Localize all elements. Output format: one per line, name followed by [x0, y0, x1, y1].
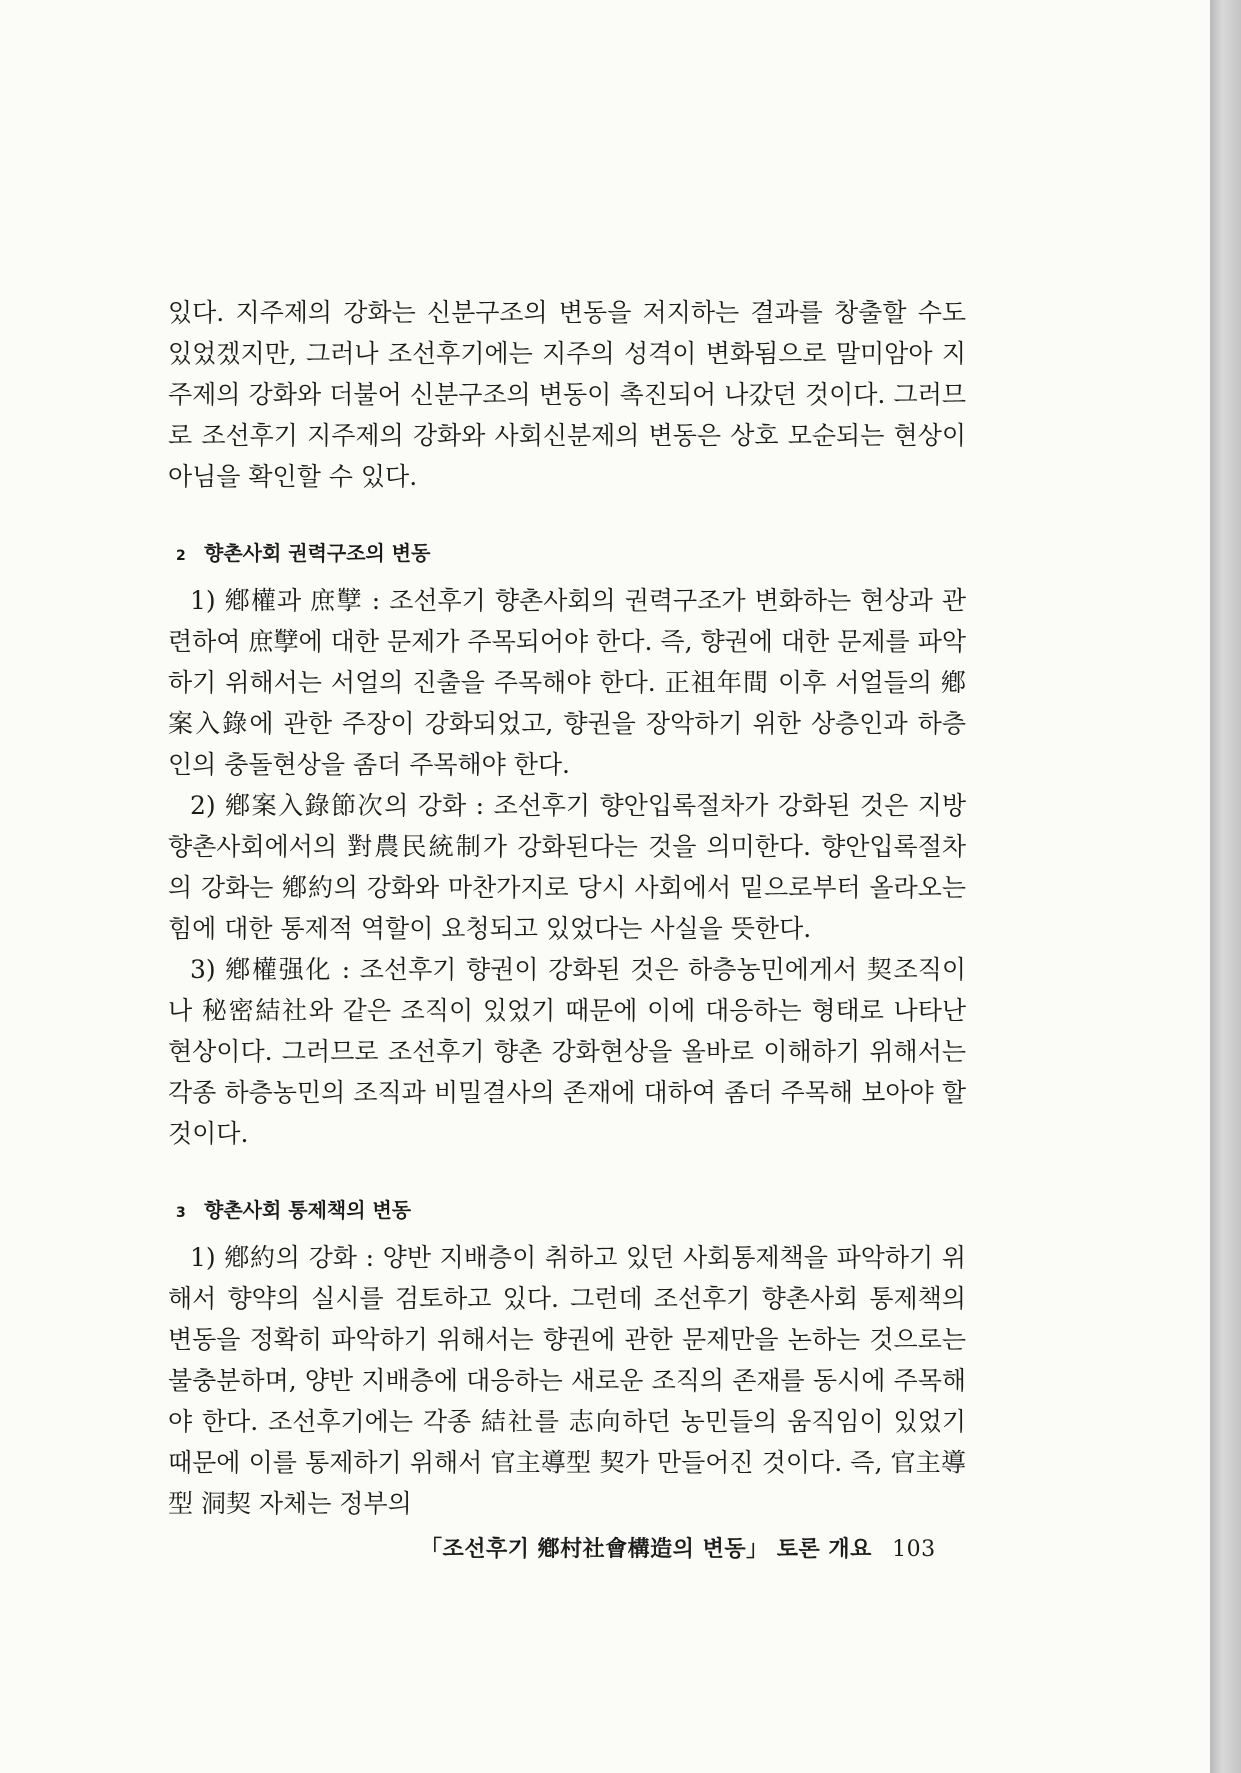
section-number-2: 2 — [176, 548, 186, 564]
section-number-3: 3 — [176, 1205, 186, 1221]
opening-paragraph: 있다. 지주제의 강화는 신분구조의 변동을 저지하는 결과를 창출할 수도 있었겠지만, 그러나 조선후기에는 지주의 성격이 변화됨으로 말미암아 지주제의 강화와 더불어 신분구조의 변동이 촉진되어 나갔던 것이다. 그러므로 조선후기 지주제의 강화와 사회신분제의 변동은 상호 모순되는 현상이 아님을 확인할 수 있다. — [168, 298, 966, 491]
page-number: 103 — [892, 1537, 936, 1562]
page-edge-shadow — [1210, 0, 1241, 1773]
section-title-3: 향촌사회 통제책의 변동 — [204, 1198, 412, 1222]
section-3-paragraph-1: 1) 鄕約의 강화 : 양반 지배층이 취하고 있던 사회통제책을 파악하기 위해서 향약의 실시를 검토하고 있다. 그런데 조선후기 향촌사회 통제책의 변동을 정확히 파악하기 위해서는 향권에 관한 문제만을 논하는 것으로는 불충분하며, 양반 지배층에 대응하는 새로운 조직의 존재를 동시에 주목해야 한다. 조선후기에는 각종 結社를 志向하던 농민들의 움직임이 있었기 때문에 이를 통제하기 위해서 官主導型 契가 만들어진 것이다. 즉, 官主導型 洞契 자체는 정부의 — [168, 1243, 966, 1518]
section-title-2: 향촌사회 권력구조의 변동 — [204, 541, 431, 565]
running-title: 「조선후기 鄕村社會構造의 변동」 토론 개요 — [420, 1536, 872, 1562]
section-heading-3 — [176, 1196, 966, 1227]
section-heading-2 — [176, 539, 966, 570]
section-2-paragraph-2: 2) 鄕案入錄節次의 강화 : 조선후기 향안입록절차가 강화된 것은 지방 향촌사회에서의 對農民統制가 강화된다는 것을 의미한다. 향안입록절차의 강화는 鄕約의 강화와 마찬가지로 당시 사회에서 밑으로부터 올라오는 힘에 대한 통제적 역할이 요청되고 있었다는 사실을 뜻한다. — [168, 791, 966, 943]
running-footer — [420, 1534, 940, 1565]
section-2-paragraph-1: 1) 鄕權과 庶孼 : 조선후기 향촌사회의 권력구조가 변화하는 현상과 관련하여 庶孼에 대한 문제가 주목되어야 한다. 즉, 향권에 대한 문제를 파악하기 위해서는 서얼의 진출을 주목해야 한다. 正祖年間 이후 서얼들의 鄕案入錄에 관한 주장이 강화되었고, 향권을 장악하기 위한 상층인과 하층인의 충돌현상을 좀더 주목해야 한다. — [168, 586, 966, 779]
body-text — [168, 292, 966, 1524]
section-2-paragraph-3: 3) 鄕權强化 : 조선후기 향권이 강화된 것은 하층농민에게서 契조직이나 秘密結社와 같은 조직이 있었기 때문에 이에 대응하는 형태로 나타난 현상이다. 그러므로 조선후기 향촌 강화현상을 올바로 이해하기 위해서는 각종 하층농민의 조직과 비밀결사의 존재에 대하여 좀더 주목해 보아야 할 것이다. — [168, 955, 966, 1148]
